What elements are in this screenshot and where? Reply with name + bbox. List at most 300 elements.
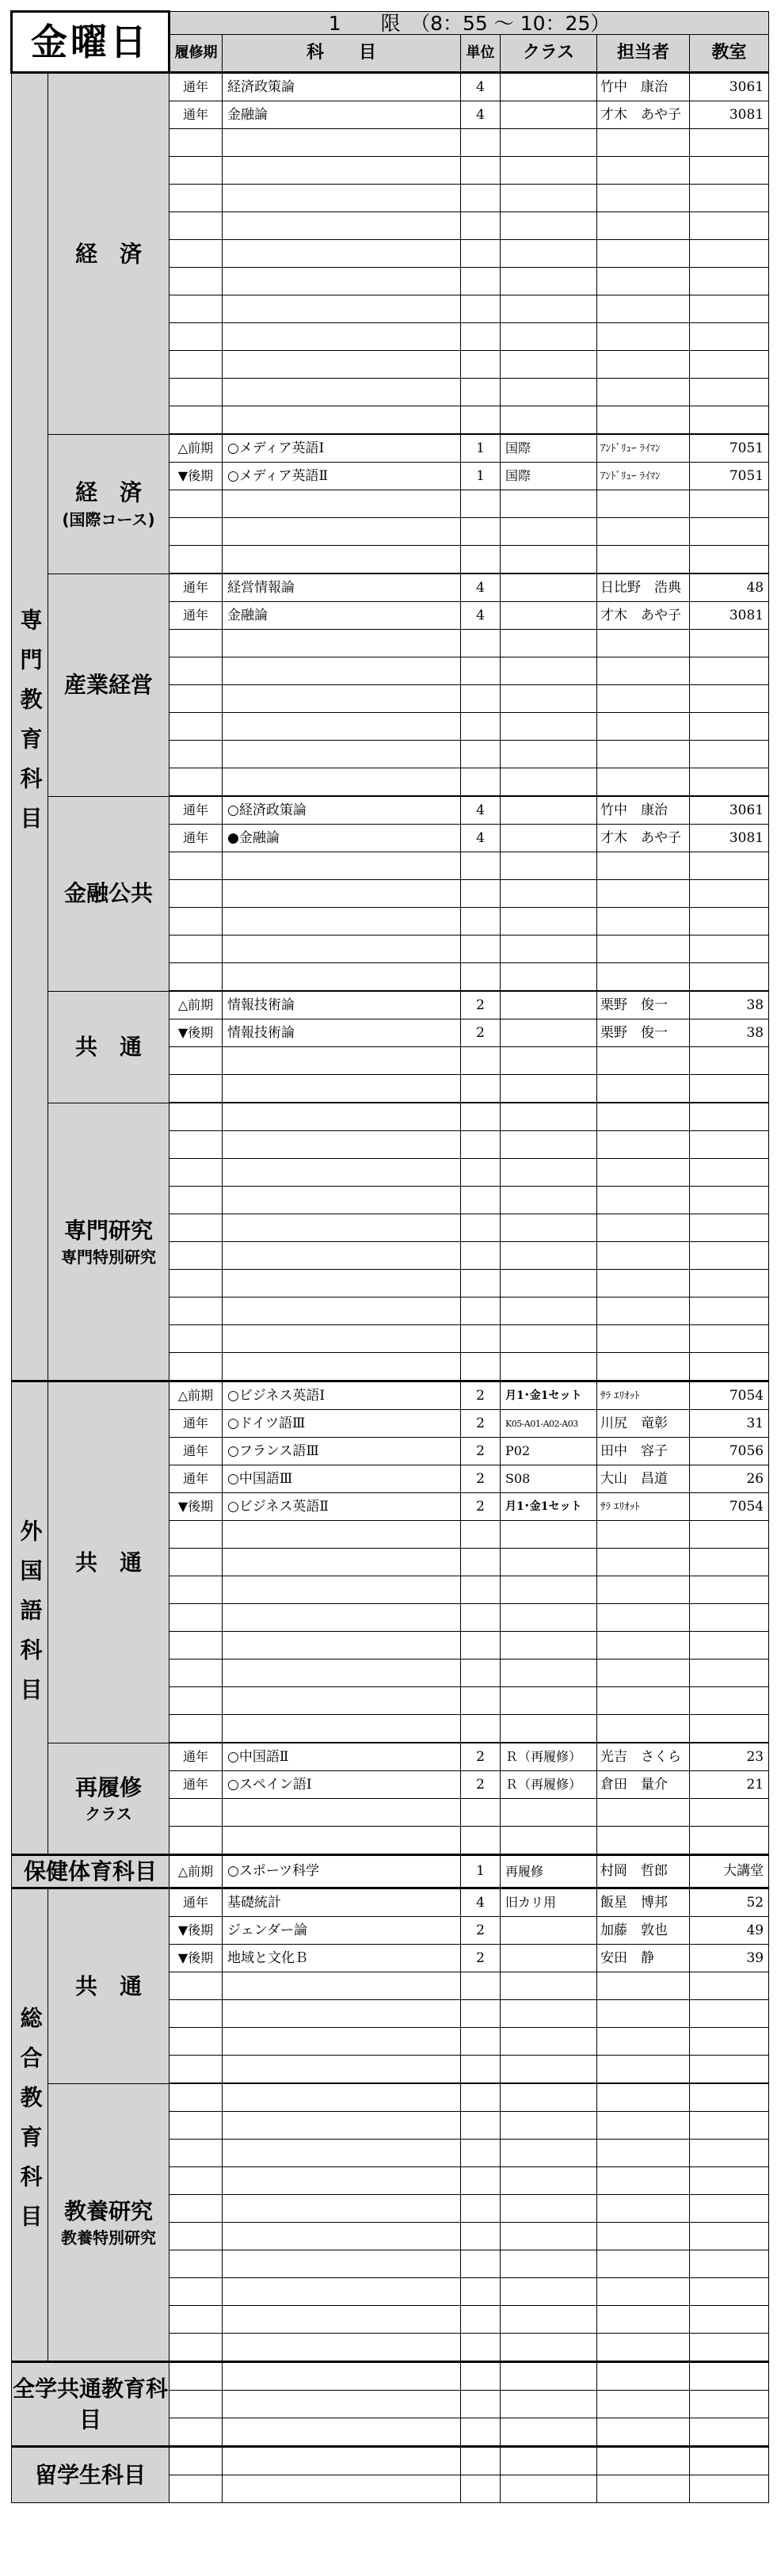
term-cell: ▼後期	[169, 463, 223, 490]
term-cell	[169, 2083, 223, 2112]
room-cell	[690, 713, 769, 741]
units-cell	[461, 323, 501, 351]
units-cell	[461, 2028, 501, 2056]
term-cell	[169, 351, 223, 379]
units-cell	[461, 1972, 501, 2000]
group-label-main: 専門研究	[63, 1217, 153, 1244]
teacher-cell	[597, 240, 690, 268]
term-cell: ▼後期	[169, 1917, 223, 1945]
class-cell	[501, 1799, 597, 1827]
teacher-cell: 川尻 竜彰	[597, 1410, 690, 1438]
room-cell	[690, 1632, 769, 1660]
subject-cell	[223, 185, 461, 212]
subject-cell	[223, 908, 461, 936]
subject-cell	[223, 1325, 461, 1353]
units-cell: 2	[461, 1743, 501, 1771]
units-cell	[461, 1827, 501, 1855]
class-cell	[501, 2056, 597, 2084]
subject-cell	[223, 2475, 461, 2503]
subject-cell	[223, 880, 461, 908]
units-cell: 4	[461, 574, 501, 602]
term-cell	[169, 2391, 223, 2418]
term-cell	[169, 1325, 223, 1353]
col-room-header: 教室	[690, 35, 769, 73]
units-cell	[461, 1353, 501, 1381]
subject-cell	[223, 1576, 461, 1604]
units-cell	[461, 852, 501, 880]
section-label: 留学生科目	[12, 2447, 169, 2503]
group-label	[48, 1743, 169, 1855]
term-cell: ▼後期	[169, 1019, 223, 1047]
teacher-cell	[597, 2056, 690, 2084]
subject-cell	[223, 2447, 461, 2475]
units-cell	[461, 2167, 501, 2195]
term-cell: △前期	[169, 434, 223, 463]
group-label-sub: (国際コース)	[62, 509, 155, 529]
units-cell: 1	[461, 463, 501, 490]
room-cell: 7054	[690, 1381, 769, 1410]
room-cell	[690, 2362, 769, 2391]
col-subject-header: 科 目	[223, 35, 461, 73]
subject-cell: 経営情報論	[223, 574, 461, 602]
units-cell	[461, 2223, 501, 2250]
units-cell	[461, 1576, 501, 1604]
room-cell	[690, 2475, 769, 2503]
class-cell	[501, 1242, 597, 1270]
room-cell: 38	[690, 991, 769, 1019]
units-cell: 2	[461, 1493, 501, 1521]
room-cell	[690, 351, 769, 379]
teacher-cell: 倉田 量介	[597, 1771, 690, 1799]
subject-cell	[223, 741, 461, 768]
class-cell	[501, 880, 597, 908]
term-cell: ▼後期	[169, 1945, 223, 1972]
term-cell: △前期	[169, 1381, 223, 1410]
timetable	[10, 10, 769, 2503]
term-cell	[169, 212, 223, 240]
class-cell	[501, 1298, 597, 1325]
room-cell	[690, 2112, 769, 2140]
group-label-main: 共 通	[74, 1549, 142, 1576]
subject-cell	[223, 129, 461, 157]
units-cell: 4	[461, 796, 501, 825]
group-label	[48, 1888, 169, 2084]
teacher-cell	[597, 1353, 690, 1381]
subject-cell	[223, 1131, 461, 1159]
teacher-cell: 栗野 俊一	[597, 991, 690, 1019]
units-cell: 2	[461, 1438, 501, 1465]
term-cell	[169, 2140, 223, 2167]
class-cell	[501, 963, 597, 992]
teacher-cell	[597, 880, 690, 908]
subject-cell	[223, 852, 461, 880]
units-cell	[461, 1187, 501, 1214]
class-cell	[501, 2278, 597, 2306]
class-cell	[501, 268, 597, 295]
teacher-cell	[597, 1298, 690, 1325]
subject-cell	[223, 2362, 461, 2391]
room-cell	[690, 685, 769, 713]
class-cell	[501, 212, 597, 240]
units-cell: 4	[461, 602, 501, 630]
teacher-cell: 村岡 哲郎	[597, 1855, 690, 1888]
term-cell	[169, 323, 223, 351]
teacher-cell	[597, 1047, 690, 1075]
term-cell	[169, 185, 223, 212]
teacher-cell: 才木 あや子	[597, 101, 690, 129]
section-label: 専門教育科目	[12, 73, 48, 1381]
term-cell	[169, 685, 223, 713]
term-cell	[169, 546, 223, 574]
units-cell	[461, 2195, 501, 2223]
class-cell: P02	[501, 1438, 597, 1465]
room-cell: 7056	[690, 1438, 769, 1465]
section-label: 全学共通教育科目	[12, 2362, 169, 2447]
room-cell	[690, 880, 769, 908]
class-cell: K05-A01-A02-A03	[501, 1410, 597, 1438]
units-cell	[461, 295, 501, 323]
teacher-cell: 田中 容子	[597, 1438, 690, 1465]
term-cell	[169, 2306, 223, 2334]
subject-cell: ○メディア英語Ⅰ	[223, 434, 461, 463]
teacher-cell: 安田 静	[597, 1945, 690, 1972]
room-cell	[690, 129, 769, 157]
col-units-header: 単位	[461, 35, 501, 73]
term-cell	[169, 963, 223, 992]
section-label: 外国語科目	[12, 1381, 48, 1855]
class-cell	[501, 1576, 597, 1604]
units-cell	[461, 2278, 501, 2306]
units-cell: 2	[461, 1381, 501, 1410]
teacher-cell: ｱﾝﾄﾞﾘｭｰ ﾗｲﾏﾝ	[597, 434, 690, 463]
class-cell	[501, 185, 597, 212]
term-cell	[169, 1799, 223, 1827]
subject-cell	[223, 351, 461, 379]
units-cell	[461, 1715, 501, 1743]
subject-cell	[223, 936, 461, 963]
subject-cell	[223, 2278, 461, 2306]
units-cell: 1	[461, 1855, 501, 1888]
room-cell	[690, 963, 769, 992]
term-cell: 通年	[169, 574, 223, 602]
room-cell	[690, 657, 769, 685]
term-cell	[169, 1549, 223, 1576]
teacher-cell	[597, 685, 690, 713]
group-label-sub: 教養特別研究	[61, 2228, 156, 2248]
teacher-cell	[597, 268, 690, 295]
term-cell	[169, 1187, 223, 1214]
room-cell: 52	[690, 1888, 769, 1917]
table-row	[12, 1888, 769, 1917]
room-cell: 7054	[690, 1493, 769, 1521]
room-cell	[690, 295, 769, 323]
subject-cell: ○ビジネス英語Ⅰ	[223, 1381, 461, 1410]
term-cell	[169, 2195, 223, 2223]
units-cell	[461, 1270, 501, 1298]
teacher-cell	[597, 1159, 690, 1187]
class-cell	[501, 157, 597, 185]
col-teacher-header: 担当者	[597, 35, 690, 73]
subject-cell	[223, 2195, 461, 2223]
units-cell	[461, 1325, 501, 1353]
units-cell	[461, 908, 501, 936]
class-cell	[501, 2223, 597, 2250]
term-cell	[169, 2028, 223, 2056]
room-cell: 26	[690, 1465, 769, 1493]
units-cell	[461, 2418, 501, 2447]
table-row	[12, 991, 769, 1019]
room-cell	[690, 2028, 769, 2056]
units-cell	[461, 240, 501, 268]
teacher-cell: 飯星 博邦	[597, 1888, 690, 1917]
teacher-cell	[597, 2391, 690, 2418]
table-row	[12, 1855, 769, 1888]
room-cell	[690, 157, 769, 185]
term-cell	[169, 768, 223, 797]
units-cell	[461, 1604, 501, 1632]
room-cell	[690, 2167, 769, 2195]
room-cell	[690, 323, 769, 351]
class-cell	[501, 1917, 597, 1945]
room-cell	[690, 1972, 769, 2000]
term-cell	[169, 2112, 223, 2140]
units-cell	[461, 713, 501, 741]
subject-cell	[223, 963, 461, 992]
group-label	[48, 1103, 169, 1381]
subject-cell: ○ドイツ語Ⅲ	[223, 1410, 461, 1438]
term-cell	[169, 2056, 223, 2084]
room-cell	[690, 2278, 769, 2306]
units-cell	[461, 2334, 501, 2362]
subject-cell	[223, 2140, 461, 2167]
term-cell	[169, 1103, 223, 1131]
teacher-cell	[597, 1521, 690, 1549]
class-cell	[501, 2418, 597, 2447]
room-cell	[690, 1298, 769, 1325]
room-cell: 3061	[690, 796, 769, 825]
term-cell	[169, 2223, 223, 2250]
teacher-cell: ｻﾗ ｴﾘｵｯﾄ	[597, 1381, 690, 1410]
term-cell: 通年	[169, 602, 223, 630]
term-cell	[169, 1353, 223, 1381]
table-row	[12, 796, 769, 825]
class-cell	[501, 685, 597, 713]
room-cell	[690, 741, 769, 768]
teacher-cell	[597, 2083, 690, 2112]
units-cell	[461, 518, 501, 546]
term-cell: 通年	[169, 1465, 223, 1493]
class-cell: Ｒ（再履修）	[501, 1771, 597, 1799]
teacher-cell	[597, 657, 690, 685]
units-cell	[461, 2391, 501, 2418]
room-cell: 7051	[690, 434, 769, 463]
term-cell: 通年	[169, 101, 223, 129]
class-cell	[501, 1660, 597, 1687]
term-cell	[169, 908, 223, 936]
class-cell	[501, 1159, 597, 1187]
units-cell: 4	[461, 825, 501, 852]
term-cell	[169, 1214, 223, 1242]
class-cell	[501, 2250, 597, 2278]
subject-cell: 情報技術論	[223, 1019, 461, 1047]
class-cell	[501, 490, 597, 518]
term-cell	[169, 1159, 223, 1187]
term-cell	[169, 1827, 223, 1855]
group-label	[48, 574, 169, 796]
teacher-cell	[597, 2000, 690, 2028]
class-cell	[501, 73, 597, 101]
room-cell	[690, 1187, 769, 1214]
units-cell	[461, 1632, 501, 1660]
class-cell	[501, 2447, 597, 2475]
class-cell	[501, 379, 597, 406]
teacher-cell: 竹中 康治	[597, 796, 690, 825]
class-cell	[501, 2167, 597, 2195]
units-cell	[461, 1159, 501, 1187]
units-cell	[461, 685, 501, 713]
teacher-cell	[597, 406, 690, 435]
class-cell	[501, 101, 597, 129]
room-cell	[690, 1715, 769, 1743]
term-cell: △前期	[169, 991, 223, 1019]
class-cell	[501, 1103, 597, 1131]
teacher-cell	[597, 2250, 690, 2278]
teacher-cell	[597, 185, 690, 212]
subject-cell: 地域と文化Ｂ	[223, 1945, 461, 1972]
room-cell	[690, 1799, 769, 1827]
term-cell	[169, 2250, 223, 2278]
subject-cell	[223, 1103, 461, 1131]
class-cell	[501, 1687, 597, 1715]
room-cell: 3081	[690, 602, 769, 630]
table-row	[12, 1103, 769, 1131]
class-cell	[501, 630, 597, 657]
class-cell	[501, 1715, 597, 1743]
teacher-cell: ｱﾝﾄﾞﾘｭｰ ﾗｲﾏﾝ	[597, 463, 690, 490]
teacher-cell: 竹中 康治	[597, 73, 690, 101]
class-cell	[501, 1075, 597, 1103]
subject-cell	[223, 2056, 461, 2084]
subject-cell	[223, 630, 461, 657]
units-cell	[461, 1131, 501, 1159]
units-cell: 2	[461, 1771, 501, 1799]
room-cell	[690, 1047, 769, 1075]
units-cell	[461, 657, 501, 685]
units-cell	[461, 1660, 501, 1687]
term-cell	[169, 2167, 223, 2195]
table-row	[12, 574, 769, 602]
class-cell	[501, 406, 597, 435]
units-cell: 2	[461, 991, 501, 1019]
teacher-cell	[597, 323, 690, 351]
units-cell	[461, 2056, 501, 2084]
subject-cell	[223, 1214, 461, 1242]
class-cell: S08	[501, 1465, 597, 1493]
teacher-cell	[597, 518, 690, 546]
subject-cell: ○中国語Ⅱ	[223, 1743, 461, 1771]
class-cell	[501, 295, 597, 323]
subject-cell	[223, 1075, 461, 1103]
class-cell	[501, 2306, 597, 2334]
class-cell	[501, 1325, 597, 1353]
teacher-cell: 才木 あや子	[597, 602, 690, 630]
class-cell	[501, 2000, 597, 2028]
subject-cell	[223, 1242, 461, 1270]
units-cell: 4	[461, 101, 501, 129]
units-cell	[461, 1214, 501, 1242]
teacher-cell: 加藤 敦也	[597, 1917, 690, 1945]
room-cell	[690, 2140, 769, 2167]
class-cell	[501, 1187, 597, 1214]
subject-cell	[223, 685, 461, 713]
room-cell: 49	[690, 1917, 769, 1945]
teacher-cell	[597, 1187, 690, 1214]
teacher-cell	[597, 2167, 690, 2195]
room-cell	[690, 406, 769, 435]
room-cell	[690, 185, 769, 212]
room-cell: 31	[690, 1410, 769, 1438]
term-cell: 通年	[169, 825, 223, 852]
class-cell	[501, 991, 597, 1019]
group-label-main: 再履修	[74, 1774, 142, 1801]
class-cell	[501, 768, 597, 797]
room-cell	[690, 490, 769, 518]
units-cell	[461, 2475, 501, 2503]
subject-cell: ○スポーツ科学	[223, 1855, 461, 1888]
term-cell	[169, 630, 223, 657]
group-label-main: 経 済	[74, 479, 142, 506]
term-cell	[169, 2362, 223, 2391]
class-cell: 再履修	[501, 1855, 597, 1888]
class-cell: Ｒ（再履修）	[501, 1743, 597, 1771]
col-term-header: 履修期	[169, 35, 223, 73]
class-cell	[501, 351, 597, 379]
term-cell	[169, 1687, 223, 1715]
room-cell: 23	[690, 1743, 769, 1771]
subject-cell	[223, 268, 461, 295]
units-cell	[461, 2000, 501, 2028]
room-cell	[690, 1159, 769, 1187]
group-label-main: 教養研究	[63, 2197, 153, 2224]
class-cell	[501, 323, 597, 351]
term-cell	[169, 1972, 223, 2000]
teacher-cell	[597, 1242, 690, 1270]
teacher-cell	[597, 295, 690, 323]
teacher-cell: 大山 昌道	[597, 1465, 690, 1493]
subject-cell	[223, 1521, 461, 1549]
class-cell	[501, 2083, 597, 2112]
room-cell	[690, 268, 769, 295]
term-cell	[169, 2475, 223, 2503]
table-row	[12, 2447, 769, 2475]
subject-cell: ○ビジネス英語Ⅱ	[223, 1493, 461, 1521]
class-cell	[501, 2112, 597, 2140]
units-cell	[461, 185, 501, 212]
teacher-cell	[597, 852, 690, 880]
teacher-cell	[597, 713, 690, 741]
units-cell	[461, 1075, 501, 1103]
teacher-cell	[597, 2195, 690, 2223]
term-cell	[169, 2334, 223, 2362]
teacher-cell	[597, 741, 690, 768]
room-cell	[690, 1521, 769, 1549]
teacher-cell	[597, 1972, 690, 2000]
subject-cell	[223, 2306, 461, 2334]
class-cell	[501, 1019, 597, 1047]
class-cell	[501, 546, 597, 574]
teacher-cell	[597, 1632, 690, 1660]
section-label: 保健体育科目	[12, 1855, 169, 1888]
